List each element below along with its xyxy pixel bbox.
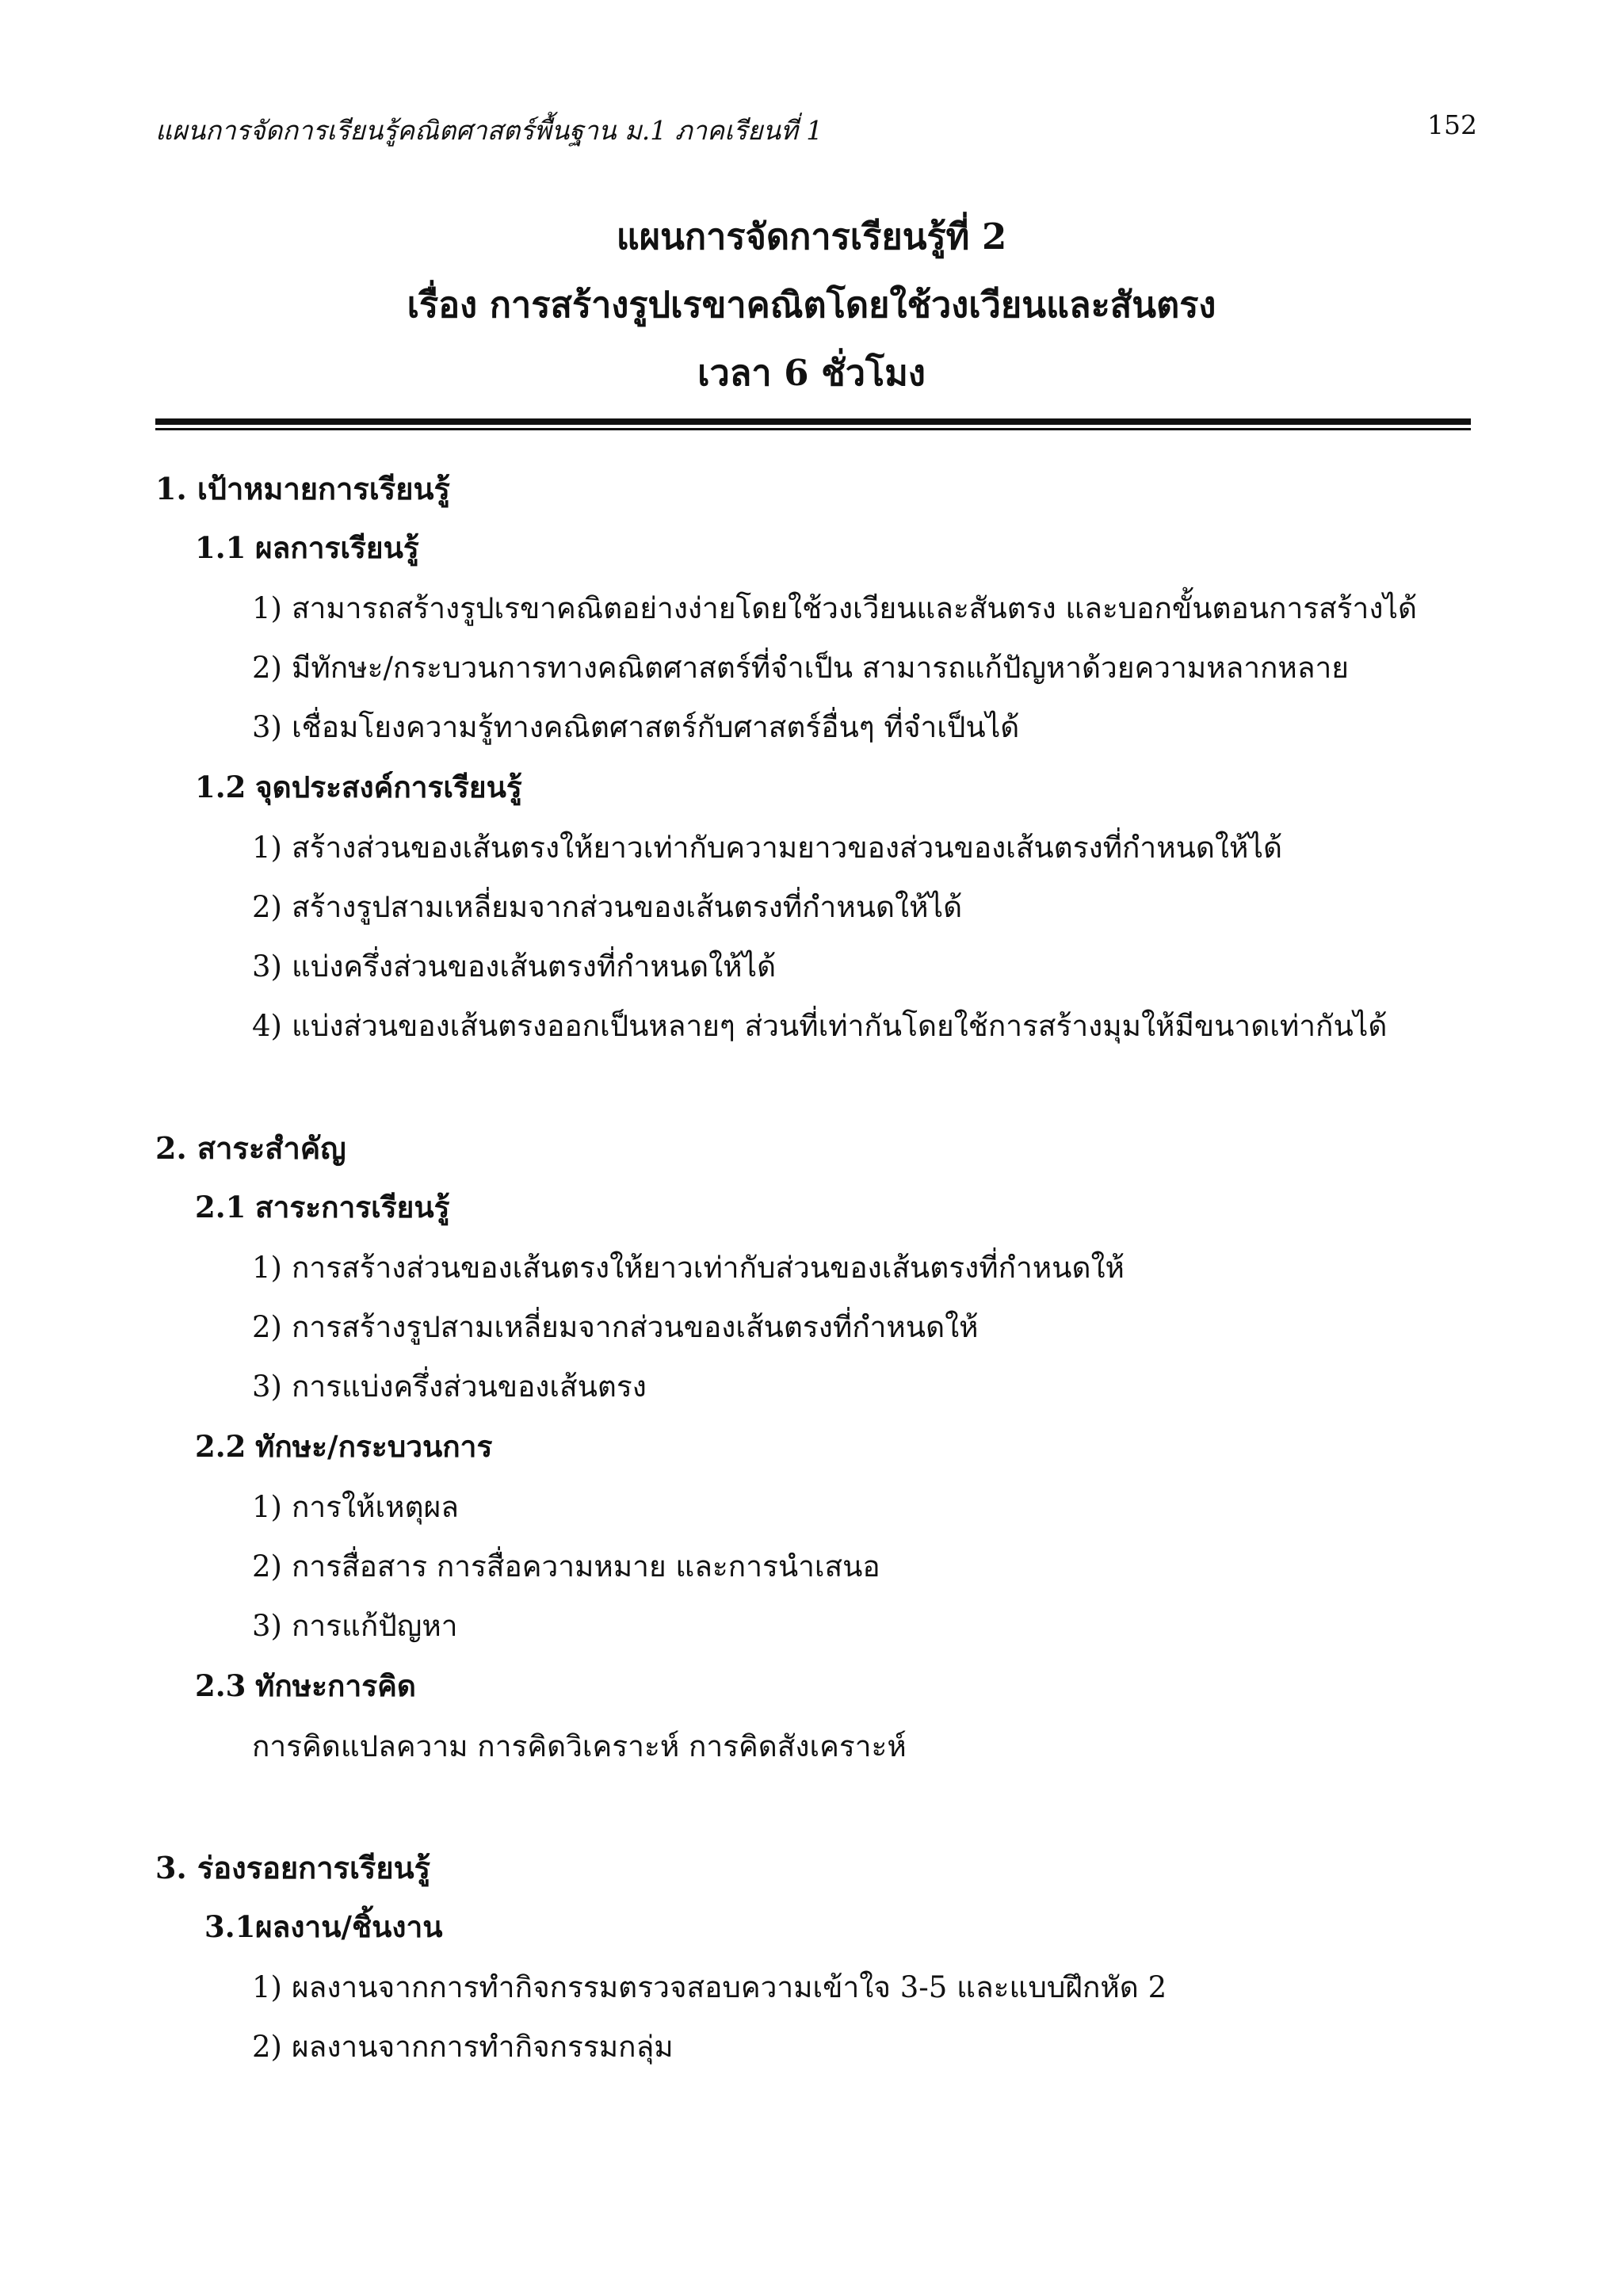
item-number: 2) xyxy=(252,1310,282,1344)
thinking-skills-text: การคิดแปลความ การคิดวิเคราะห์ การคิดสังเคราะห์ xyxy=(252,1729,907,1763)
item-text: เชื่อมโยงความรู้ทางคณิตศาสตร์กับศาสตร์อื่นๆ ที่จำเป็นได้ xyxy=(292,710,1020,744)
subsection-heading xyxy=(195,525,419,571)
title-divider-thin xyxy=(155,428,1471,430)
item-number: 2) xyxy=(252,2030,282,2064)
item-number: 1) xyxy=(252,1251,282,1285)
lesson-duration: เวลา 6 ชั่วโมง xyxy=(697,352,926,394)
list-item xyxy=(252,1363,647,1410)
list-item xyxy=(252,2023,674,2070)
item-number: 2) xyxy=(252,890,282,924)
list-item xyxy=(252,1964,1167,2011)
item-text: การแก้ปัญหา xyxy=(292,1609,458,1643)
subsection-number: 2.3 xyxy=(195,1668,246,1703)
section-heading: 1. เป้าหมายการเรียนรู้ xyxy=(155,471,450,506)
subsection-number: 3.1 xyxy=(204,1909,256,1944)
list-item xyxy=(252,943,776,990)
list-item xyxy=(252,1484,459,1530)
list-item xyxy=(252,585,1417,632)
subsection-heading xyxy=(204,1904,443,1950)
subsection-heading xyxy=(195,1184,450,1231)
list-item xyxy=(252,1543,880,1590)
subsection-label: ผลการเรียนรู้ xyxy=(255,530,419,565)
item-text: การให้เหตุผล xyxy=(292,1490,459,1524)
running-header-title: แผนการจัดการเรียนรู้คณิตศาสตร์พื้นฐาน ม.1 ภาคเรียนที่ 1 xyxy=(155,115,823,146)
subsection-number: 1.1 xyxy=(195,530,246,565)
item-number: 1) xyxy=(252,591,282,625)
subsection-label: ทักษะการคิด xyxy=(255,1668,416,1703)
list-item xyxy=(252,1244,1125,1291)
subsection-heading xyxy=(195,1423,492,1470)
item-number: 1) xyxy=(252,1490,282,1524)
item-number: 3) xyxy=(252,1370,282,1404)
lesson-topic: เรื่อง การสร้างรูปเรขาคณิตโดยใช้วงเวียนและสันตรง xyxy=(407,284,1216,326)
item-number: 4) xyxy=(252,1009,282,1043)
item-number: 2) xyxy=(252,1549,282,1584)
item-text: แบ่งส่วนของเส้นตรงออกเป็นหลายๆ ส่วนที่เท่ากันโดยใช้การสร้างมุมให้มีขนาดเท่ากันได้ xyxy=(292,1009,1388,1043)
list-item xyxy=(252,644,1349,691)
subsection-number: 1.2 xyxy=(195,770,246,804)
item-number: 2) xyxy=(252,651,282,685)
page-number: 152 xyxy=(1427,109,1477,140)
subsection-number: 2.1 xyxy=(195,1190,246,1224)
list-item xyxy=(252,1003,1387,1049)
item-text: การสื่อสาร การสื่อความหมาย และการนำเสนอ xyxy=(292,1549,880,1584)
list-item xyxy=(252,884,962,930)
subsection-heading xyxy=(195,764,522,811)
list-item xyxy=(252,824,1282,871)
subsection-label: สาระการเรียนรู้ xyxy=(255,1190,450,1224)
item-text: ผลงานจากการทำกิจกรรมตรวจสอบความเข้าใจ 3-5 และแบบฝึกหัด 2 xyxy=(292,1970,1167,2004)
item-text: การสร้างรูปสามเหลี่ยมจากส่วนของเส้นตรงที่กำหนดให้ xyxy=(292,1310,979,1344)
item-text: สามารถสร้างรูปเรขาคณิตอย่างง่ายโดยใช้วงเวียนและสันตรง และบอกขั้นตอนการสร้างได้ xyxy=(292,591,1418,625)
subsection-label: ทักษะ/กระบวนการ xyxy=(255,1429,493,1464)
title-divider-thick xyxy=(155,418,1471,425)
subsection-label: ผลงาน/ชิ้นงาน xyxy=(255,1909,443,1944)
item-text: ผลงานจากการทำกิจกรรมกลุ่ม xyxy=(292,2030,674,2064)
item-text: แบ่งครึ่งส่วนของเส้นตรงที่กำหนดให้ได้ xyxy=(292,949,777,984)
item-number: 1) xyxy=(252,831,282,865)
subsection-heading xyxy=(195,1663,416,1710)
item-text: สร้างรูปสามเหลี่ยมจากส่วนของเส้นตรงที่กำหนดให้ได้ xyxy=(292,890,963,924)
subsection-label: จุดประสงค์การเรียนรู้ xyxy=(255,770,522,804)
section-heading: 2. สาระสำคัญ xyxy=(155,1130,346,1166)
item-text: การแบ่งครึ่งส่วนของเส้นตรง xyxy=(292,1370,647,1404)
item-text: สร้างส่วนของเส้นตรงให้ยาวเท่ากับความยาวของส่วนของเส้นตรงที่กำหนดให้ได้ xyxy=(292,831,1283,865)
item-number: 3) xyxy=(252,1609,282,1643)
item-number: 1) xyxy=(252,1970,282,2004)
list-item xyxy=(252,1304,979,1350)
section-heading: 3. ร่องรอยการเรียนรู้ xyxy=(155,1850,430,1885)
item-text: การสร้างส่วนของเส้นตรงให้ยาวเท่ากับส่วนของเส้นตรงที่กำหนดให้ xyxy=(292,1251,1125,1285)
list-item xyxy=(252,704,1019,751)
item-number: 3) xyxy=(252,710,282,744)
lesson-plan-title: แผนการจัดการเรียนรู้ที่ 2 xyxy=(616,216,1007,258)
item-number: 3) xyxy=(252,949,282,984)
item-text: มีทักษะ/กระบวนการทางคณิตศาสตร์ที่จำเป็น สามารถแก้ปัญหาด้วยความหลากหลาย xyxy=(292,651,1349,685)
list-item xyxy=(252,1603,457,1649)
subsection-number: 2.2 xyxy=(195,1429,246,1464)
